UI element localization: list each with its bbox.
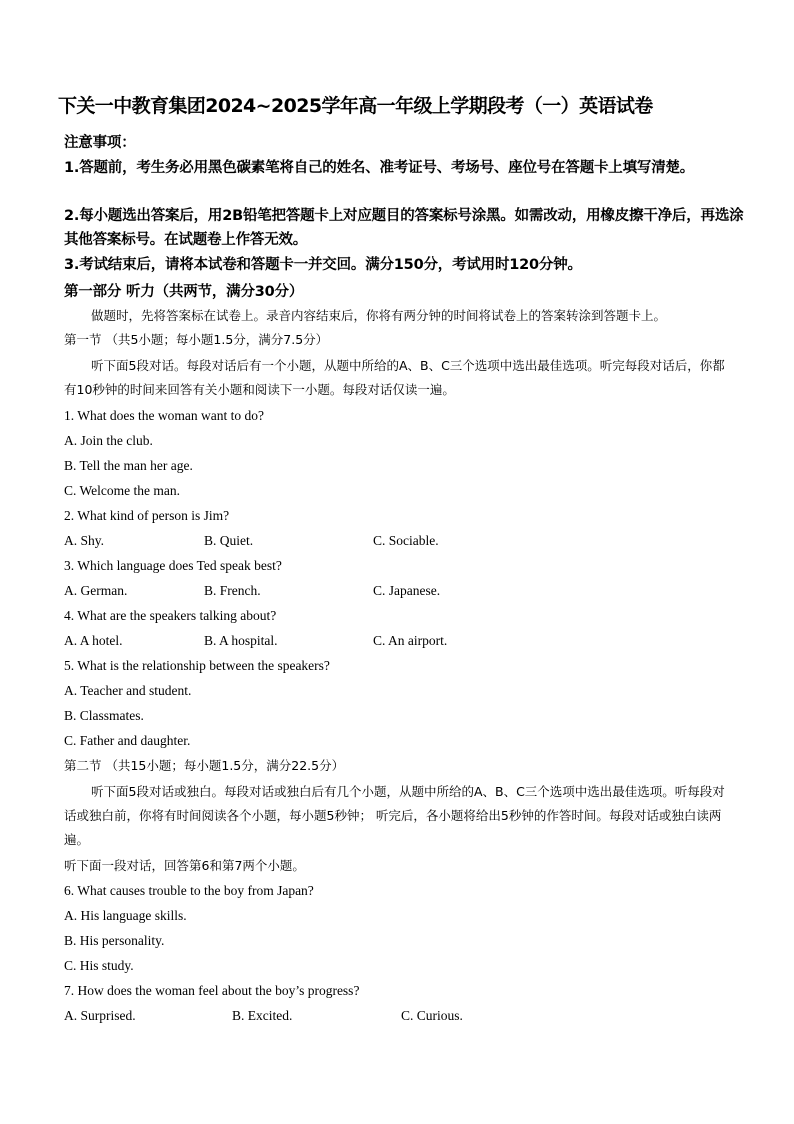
- question-1-option-a: A. Join the club.: [64, 433, 153, 448]
- section2-heading: 第二节 （共15小题；每小题1.5分，满分22.5分）: [64, 758, 345, 773]
- question-5-option-a: A. Teacher and student.: [64, 683, 192, 698]
- question-6-stem: 6. What causes trouble to the boy from Japan?: [64, 883, 314, 898]
- part1-heading: 第一部分 听力（共两节，满分30分）: [64, 284, 304, 300]
- section1-heading: 第一节 （共5小题；每小题1.5分，满分7.5分）: [64, 332, 329, 347]
- part1-instruction: 做题时，先将答案标在试卷上。录音内容结束后，你将有两分钟的时间将试卷上的答案转涂到答题卡上。: [91, 308, 667, 323]
- question-1-stem: 1. What does the woman want to do?: [64, 408, 264, 423]
- question-2-option-b: B. Quiet.: [204, 533, 254, 548]
- section2-instruction: 听下面5段对话或独白。每段对话或独白后有几个小题，从题中所给的A、B、C三个选项中选出最佳选项。听每段对话或独白前，你将有时间阅读各个小题，每小题5秒钟； 听完后，各小题将给出5秒钟的作答时间。每段对话或独白读两遍。: [64, 784, 725, 847]
- question-1-option-c: C. Welcome the man.: [64, 483, 181, 498]
- notice-item-3: 3.考试结束后，请将本试卷和答题卡一并交回。满分150分，考试用时120分钟。: [64, 257, 582, 273]
- question-3-option-b: B. French.: [204, 583, 261, 598]
- question-7-option-b: B. Excited.: [232, 1008, 293, 1023]
- question-1-option-b: B. Tell the man her age.: [64, 458, 193, 473]
- question-5-stem: 5. What is the relationship between the speakers?: [64, 658, 330, 673]
- question-7-option-a: A. Surprised.: [64, 1008, 136, 1023]
- question-3-option-a: A. German.: [64, 583, 128, 598]
- notice-item-1: 1.答题前，考生务必用黑色碳素笔将自己的姓名、准考证号、考场号、座位号在答题卡上填写清楚。: [64, 160, 695, 176]
- question-6-option-b: B. His personality.: [64, 933, 165, 948]
- section1-instruction: 听下面5段对话。每段对话后有一个小题，从题中所给的A、B、C三个选项中选出最佳选项。听完每段对话后，你都有10秒钟的时间来回答有关小题和阅读下一小题。每段对话仅读一遍。: [64, 358, 725, 397]
- exam-title: 下关一中教育集团2024~2025学年高一年级上学期段考（一）英语试卷: [58, 95, 653, 117]
- section2-sub-instruction: 听下面一段对话，回答第6和第7两个小题。: [64, 858, 305, 873]
- question-2-option-c: C. Sociable.: [373, 533, 439, 548]
- question-6-option-a: A. His language skills.: [64, 908, 187, 923]
- notice-heading: 注意事项：: [64, 135, 136, 151]
- question-5-option-c: C. Father and daughter.: [64, 733, 191, 748]
- notice-item-2: 2.每小题选出答案后，用2B铅笔把答题卡上对应题目的答案标号涂黑。如需改动，用橡皮擦干净后，再选涂其他答案标号。在试题卷上作答无效。: [64, 208, 744, 248]
- question-5-option-b: B. Classmates.: [64, 708, 144, 723]
- question-4-option-b: B. A hospital.: [204, 633, 278, 648]
- question-2-stem: 2. What kind of person is Jim?: [64, 508, 230, 523]
- question-4-option-c: C. An airport.: [373, 633, 448, 648]
- question-4-option-a: A. A hotel.: [64, 633, 123, 648]
- question-4-stem: 4. What are the speakers talking about?: [64, 608, 277, 623]
- question-2-option-a: A. Shy.: [64, 533, 105, 548]
- question-6-option-c: C. His study.: [64, 958, 134, 973]
- question-3-stem: 3. Which language does Ted speak best?: [64, 558, 282, 573]
- question-7-stem: 7. How does the woman feel about the boy’s progress?: [64, 983, 360, 998]
- question-3-option-c: C. Japanese.: [373, 583, 441, 598]
- question-7-option-c: C. Curious.: [401, 1008, 463, 1023]
